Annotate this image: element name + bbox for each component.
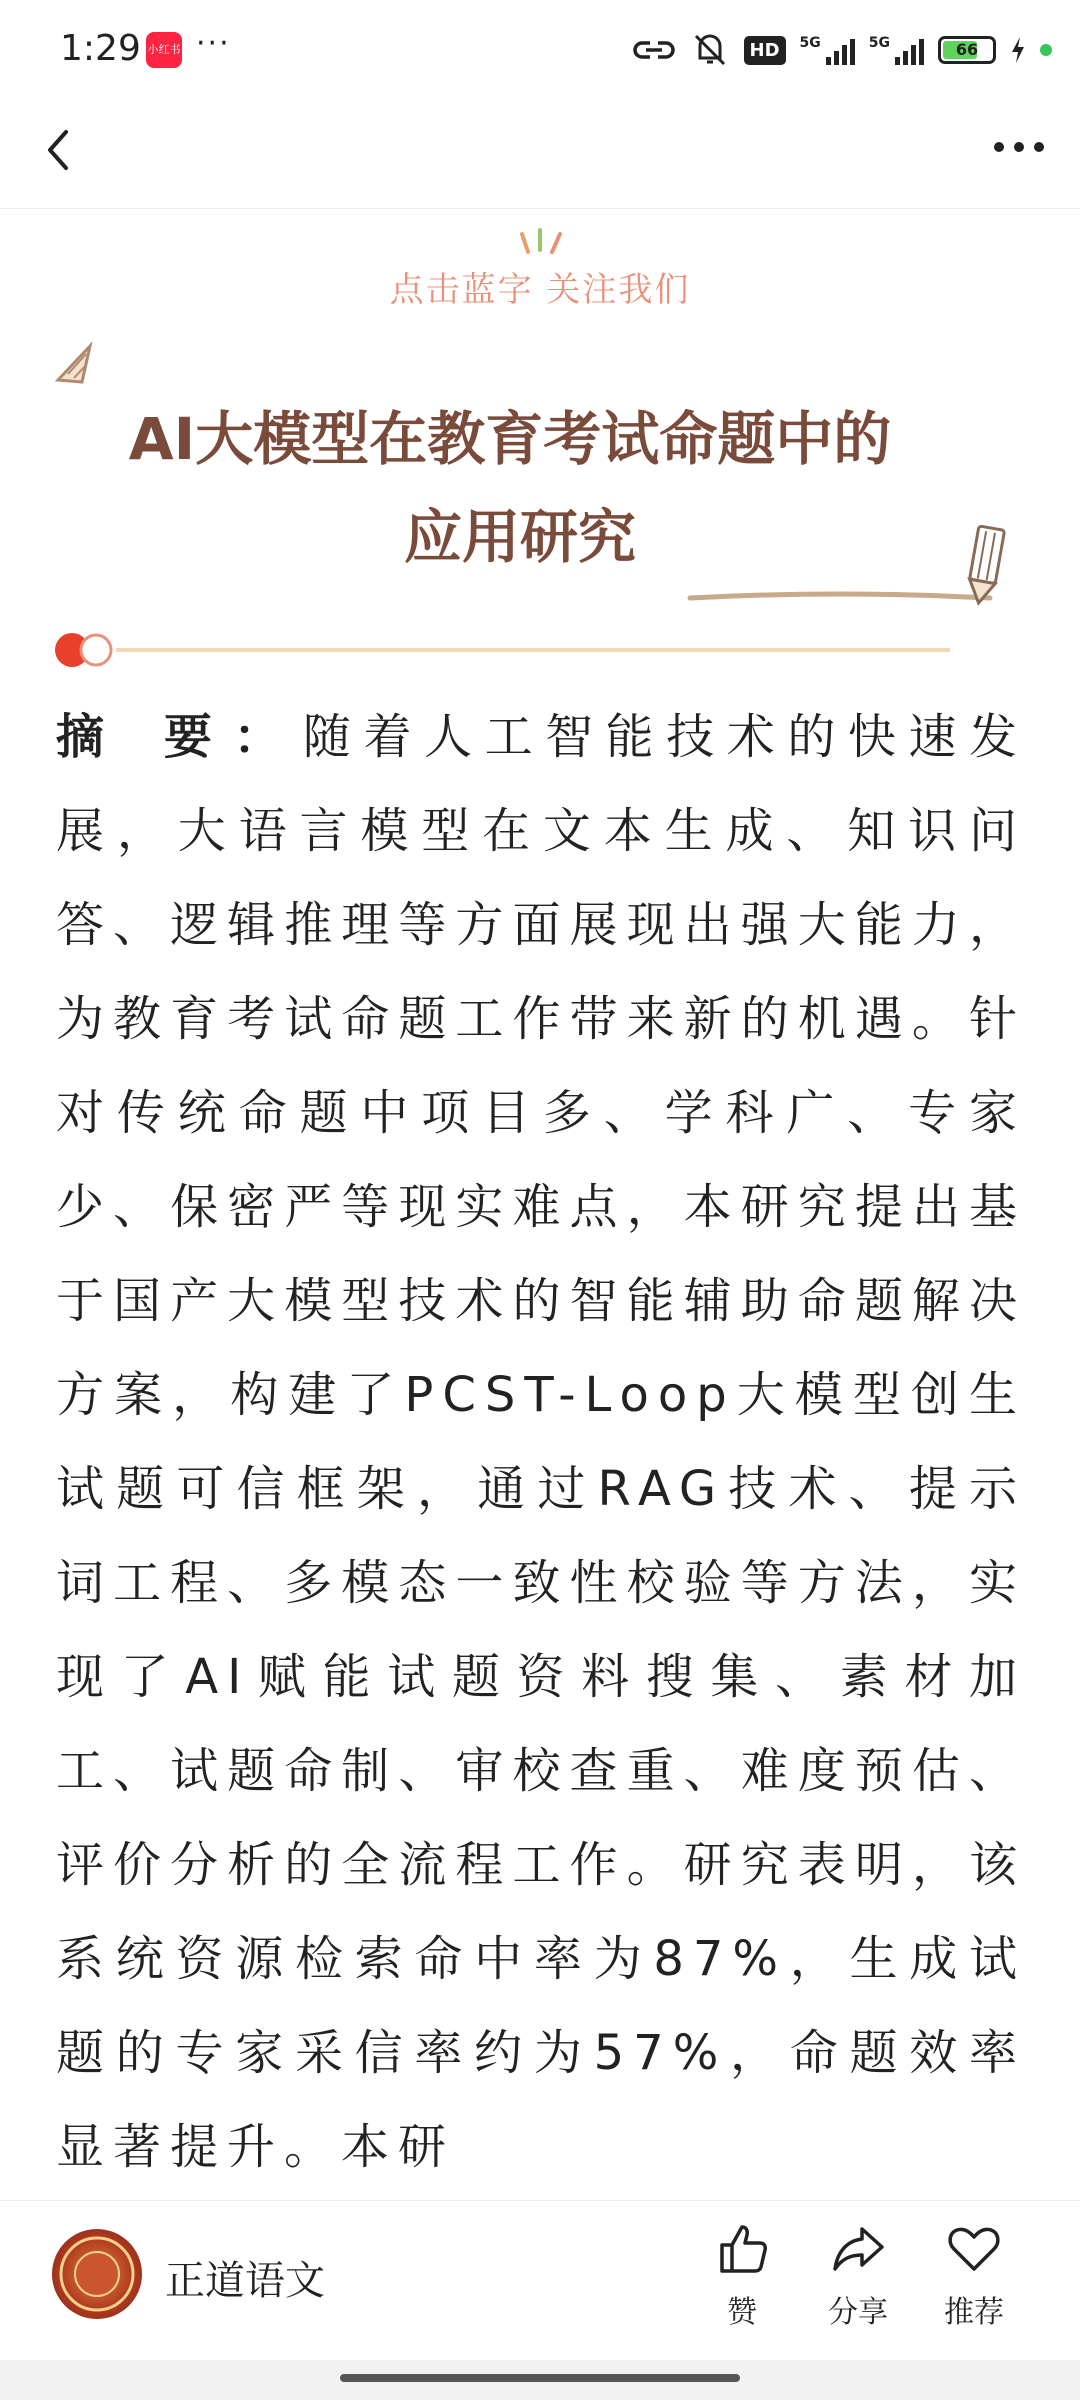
mute-icon	[690, 30, 730, 70]
share-label: 分享	[828, 2295, 888, 2330]
pencil-decoration-icon	[680, 520, 1020, 610]
section-divider	[50, 630, 950, 670]
heart-icon	[946, 2221, 1002, 2277]
like-button[interactable]	[692, 2221, 792, 2331]
abstract-text: 随着人工智能技术的快速发展，大语言模型在文本生成、知识问答、逻辑推理等方面展现出强大能力，为教育考试命题工作带来新的机遇。针对传统命题中项目多、学科广、专家少、保密严等现实难点，本研究提出基于国产大模型技术的智能辅助命题解决方案，构建了PCST-Loop大模型创生试题可信框架，通过RAG技术、提示词工程、多模态一致性校验等方法，实现了AI赋能试题资料搜集、素材加工、试题命制、审校查重、难度预估、评价分析的全流程工作。研究表明，该系统资源检索命中率为87%，生成试题的专家采信率约为57%，命题效率显著提升。本研	[56, 709, 1026, 2175]
nav-bar	[0, 100, 1080, 209]
thumbs-up-icon	[714, 2221, 770, 2277]
sparkle-decoration-icon	[518, 226, 568, 256]
bottom-action-bar	[0, 2200, 1080, 2361]
status-icons	[632, 28, 1052, 72]
recommend-label: 推荐	[944, 2295, 1004, 2330]
status-time: 1:29	[60, 28, 141, 69]
more-options-button[interactable]	[984, 122, 1054, 182]
triangle-decoration-icon	[52, 338, 98, 388]
signal-icon-2: 5G	[869, 35, 924, 65]
more-notifications-icon: ···	[196, 26, 231, 61]
author-avatar[interactable]	[52, 2229, 142, 2319]
status-bar	[0, 0, 1080, 100]
xiaohongshu-notification-icon: 小红书	[146, 32, 182, 68]
article-title-line-1: AI大模型在教育考试命题中的	[128, 405, 892, 473]
like-label: 赞	[727, 2295, 757, 2330]
author-logo-icon	[52, 2229, 142, 2319]
author-name[interactable]: 正道语文	[165, 2258, 325, 2304]
share-arrow-icon	[830, 2221, 886, 2277]
privacy-indicator-icon	[1040, 44, 1052, 56]
link-icon	[632, 35, 676, 65]
article-title-line-2: 应用研究	[403, 503, 636, 571]
hd-voice-icon: HD	[744, 36, 786, 65]
more-icon	[991, 137, 1047, 157]
recommend-button[interactable]	[924, 2221, 1024, 2331]
abstract-paragraph	[56, 690, 1026, 2194]
abstract-label: 摘 要：	[56, 709, 303, 765]
signal-icon-1: 5G	[800, 35, 855, 65]
back-button[interactable]	[30, 120, 90, 180]
follow-prompt: 点击蓝字 关注我们	[389, 270, 691, 310]
charging-icon	[1010, 35, 1026, 65]
home-indicator[interactable]	[340, 2374, 740, 2382]
battery-icon: 66	[938, 36, 996, 64]
share-button[interactable]	[808, 2221, 908, 2331]
